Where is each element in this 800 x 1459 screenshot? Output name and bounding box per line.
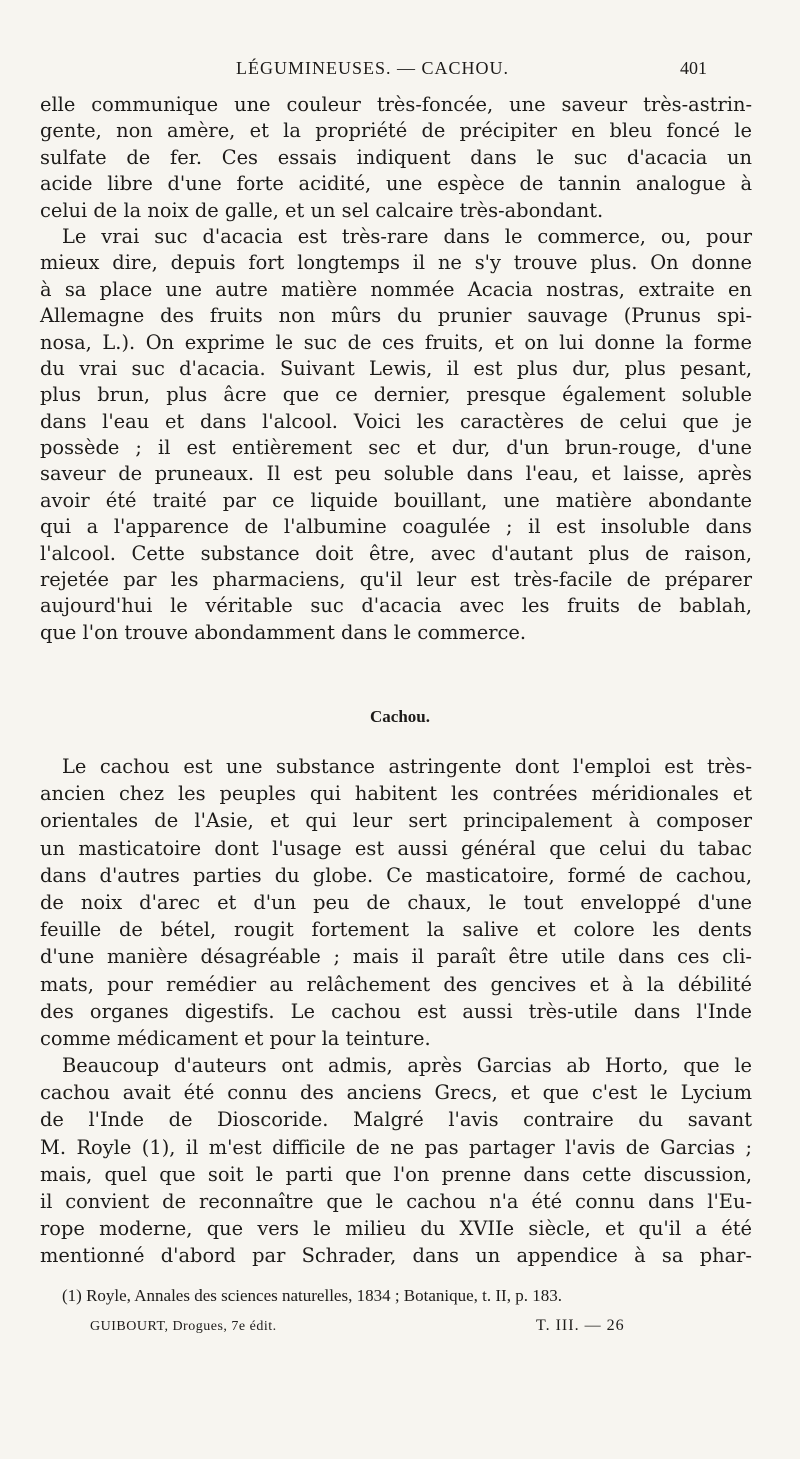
- text-line: d'une manière désagréable ; mais il paraît être utile dans ces cli-: [40, 945, 752, 969]
- text-line: il convient de reconnaître que le cachou n'a été connu dans l'Eu-: [40, 1190, 752, 1213]
- text-line: orientales de l'Asie, et qui leur sert principalement à composer: [40, 809, 752, 833]
- text-line: aujourd'hui le véritable suc d'acacia avec les fruits de bablah,: [40, 594, 752, 618]
- text-line: de noix d'arec et d'un peu de chaux, le tout enveloppé d'une: [40, 890, 752, 914]
- text-line: M. Royle (1), il m'est difficile de ne pas partager l'avis de Garcias ;: [40, 1135, 752, 1159]
- body-text-section-2: [40, 753, 752, 1270]
- text-line: possède ; il est entièrement sec et dur, d'un brun-rouge, d'une: [40, 436, 752, 460]
- text-line: des organes digestifs. Le cachou est aussi très-utile dans l'Inde: [40, 999, 752, 1023]
- text-line: de l'Inde de Dioscoride. Malgré l'avis contraire du savant: [40, 1108, 752, 1132]
- text-line: mentionné d'abord par Schrader, dans un appendice à sa phar-: [40, 1244, 752, 1268]
- text-line: l'alcool. Cette substance doit être, avec d'autant plus de raison,: [40, 541, 752, 565]
- text-line: rope moderne, que vers le milieu du XVIIe siècle, et qu'il a été: [40, 1217, 752, 1241]
- section-heading: Cachou.: [370, 707, 430, 726]
- running-title: LÉGUMINEUSES. — CACHOU.: [236, 58, 510, 78]
- text-line: dans d'autres parties du globe. Ce masticatoire, formé de cachou,: [40, 863, 752, 887]
- text-line: dans l'eau et dans l'alcool. Voici les caractères de celui que je: [40, 409, 752, 433]
- text-line: Le cachou est une substance astringente dont l'emploi est très-: [62, 755, 752, 778]
- text-line: feuille de bétel, rougit fortement la salive et colore les dents: [40, 918, 752, 942]
- text-line: sulfate de fer. Ces essais indiquent dans le suc d'acacia un: [40, 145, 752, 169]
- text-line: avoir été traité par ce liquide bouillant, une matière abondante: [40, 488, 752, 512]
- text-line: elle communique une couleur très-foncée, une saveur très-astrin-: [40, 93, 752, 116]
- text-line: rejetée par les pharmaciens, qu'il leur est très-facile de préparer: [40, 568, 752, 592]
- text-line: que l'on trouve abondamment dans le commerce.: [40, 620, 526, 644]
- text-line: Beaucoup d'auteurs ont admis, après Garcias ab Horto, que le: [62, 1054, 752, 1078]
- text-line: mieux dire, depuis fort longtemps il ne s'y trouve plus. On donne: [40, 251, 752, 275]
- text-line: mats, pour remédier au relâchement des gencives et à la débilité: [40, 972, 752, 996]
- text-line: du vrai suc d'acacia. Suivant Lewis, il est plus dur, plus pesant,: [40, 356, 752, 380]
- text-line: saveur de pruneaux. Il est peu soluble dans l'eau, et laisse, après: [40, 462, 752, 486]
- text-line: ancien chez les peuples qui habitent les contrées méridionales et: [40, 782, 752, 806]
- text-line: Allemagne des fruits non mûrs du prunier sauvage (Prunus spi-: [40, 304, 752, 328]
- text-line: gente, non amère, et la propriété de précipiter en bleu foncé le: [40, 119, 752, 143]
- text-line: acide libre d'une forte acidité, une espèce de tannin analogue à: [40, 172, 752, 196]
- text-line: Le vrai suc d'acacia est très-rare dans le commerce, ou, pour: [62, 224, 752, 248]
- volume-sheet-mark: T. III. — 26: [536, 1317, 625, 1334]
- body-text-section-1: [40, 92, 752, 646]
- text-line: cachou avait été connu des anciens Grecs, et que c'est le Lycium: [40, 1081, 752, 1105]
- text-line: plus brun, plus âcre que ce dernier, presque également soluble: [40, 383, 752, 407]
- page-number: 401: [680, 58, 707, 78]
- text-line: comme médicament et pour la teinture.: [40, 1026, 431, 1050]
- text-line: celui de la noix de galle, et un sel calcaire très-abondant.: [40, 198, 604, 222]
- text-line: nosa, L.). On exprime le suc de ces fruits, et on lui donne la forme: [40, 330, 752, 354]
- text-line: un masticatoire dont l'usage est aussi général que celui du tabac: [40, 836, 752, 860]
- text-line: à sa place une autre matière nommée Acacia nostras, extraite en: [40, 277, 752, 301]
- text-line: mais, quel que soit le parti que l'on prenne dans cette discussion,: [40, 1162, 752, 1186]
- footnote: (1) Royle, Annales des sciences naturelles, 1834 ; Botanique, t. II, p. 183.: [62, 1286, 562, 1305]
- signature-mark: GUIBOURT, Drogues, 7e édit.: [90, 1319, 277, 1334]
- text-line: qui a l'apparence de l'albumine coagulée ; il est insoluble dans: [40, 515, 752, 539]
